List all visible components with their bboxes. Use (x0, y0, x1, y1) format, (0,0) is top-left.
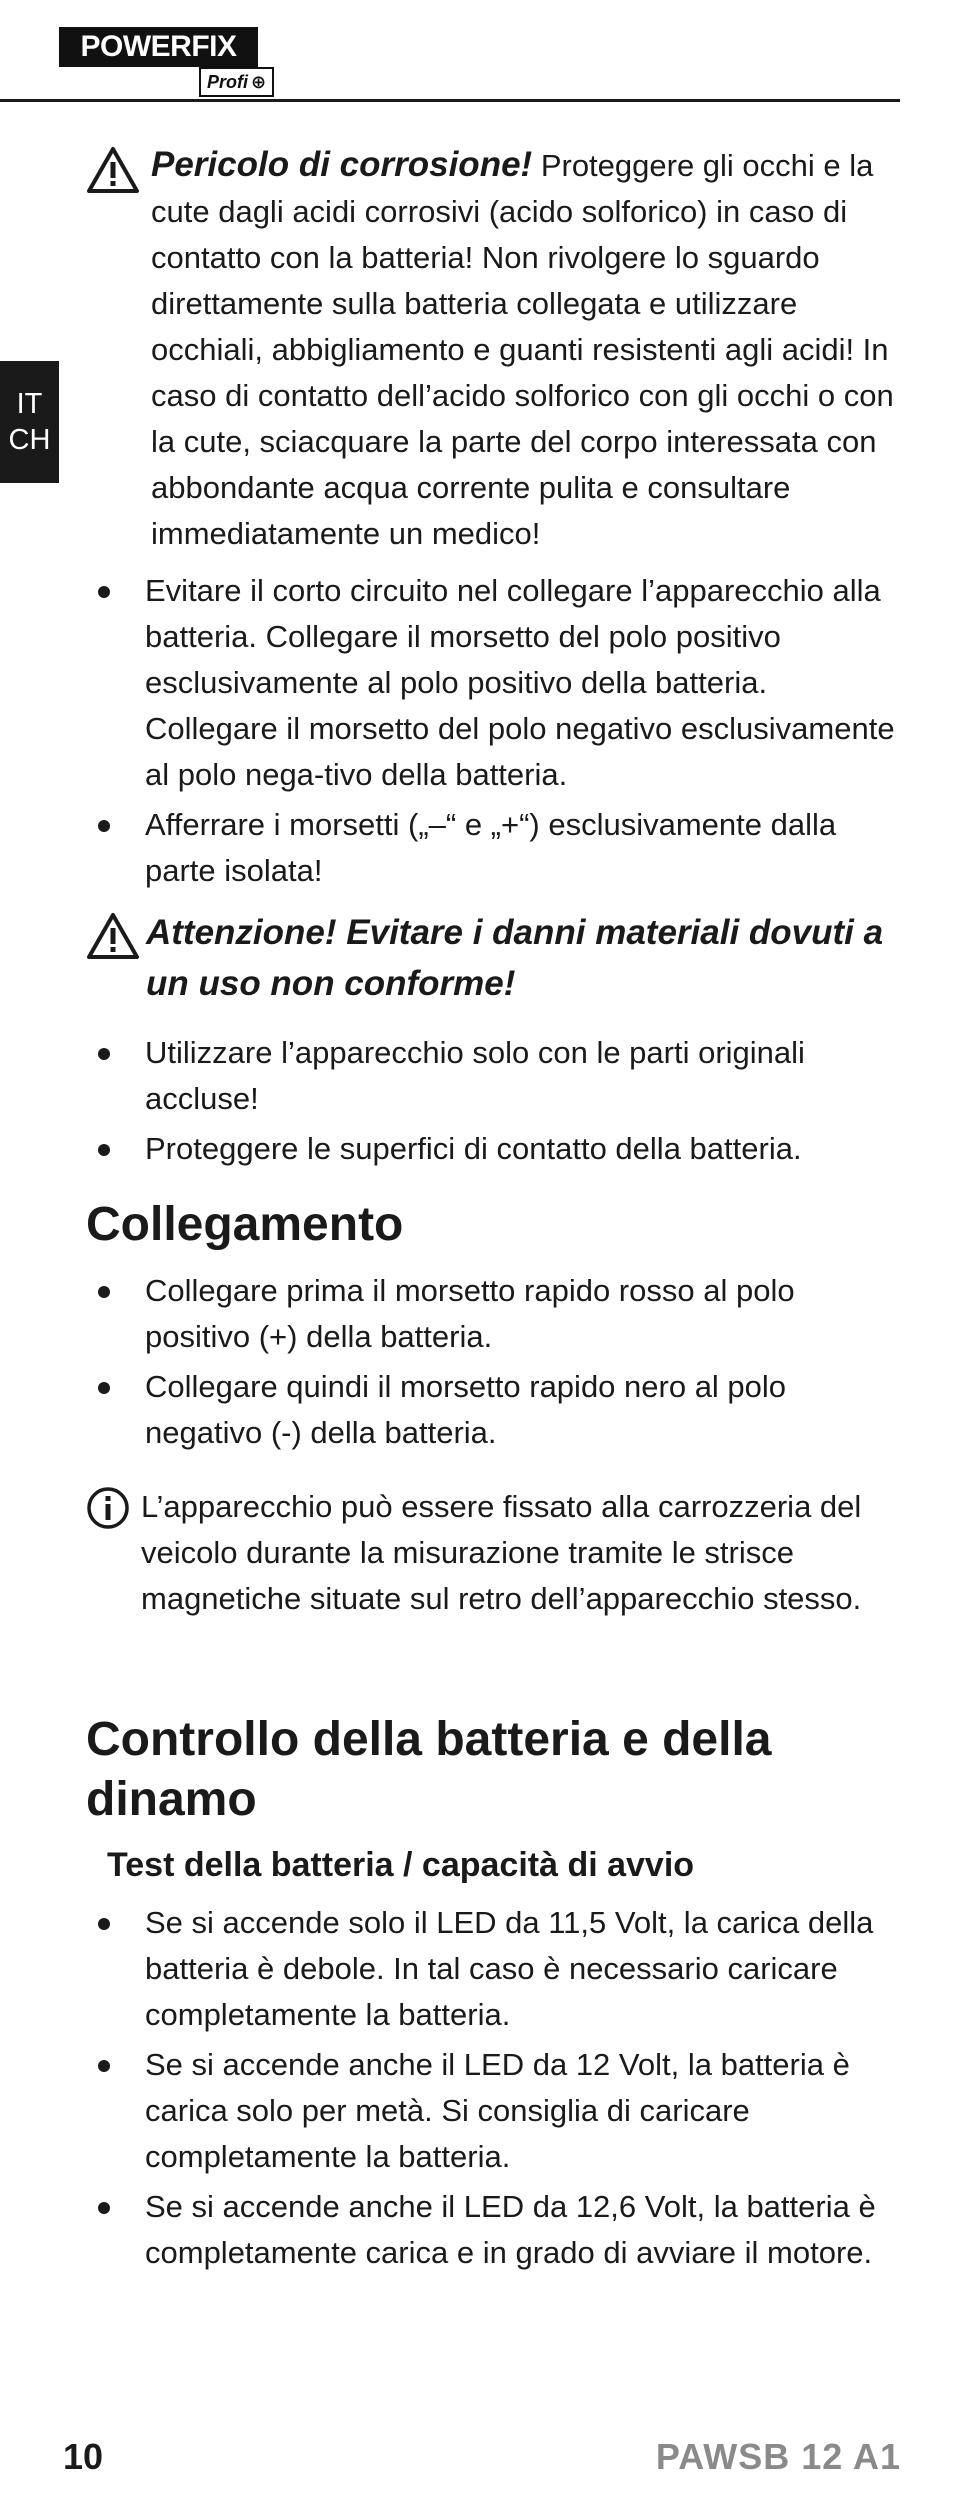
page-number: 10 (63, 2436, 104, 2477)
warning-material-damage (86, 908, 906, 1010)
warning-corrosion-text: Proteggere gli occhi e la cute dagli acidi corrosivi (acido solforico) in caso di contatto con la batteria! Non rivolgere lo sguardo direttamente sulla batteria collegata e utilizzare occhiali, abbigliamento e guanti resistenti agli acidi! In caso di contatto dell’acido solforico con gli occhi o con la cute, sciacquare la parte del corpo interessata con abbondante acqua corrente pulita e consultare immediatamente un medico! (151, 148, 894, 551)
warning-triangle-icon (86, 146, 140, 194)
list-item: Afferrare i morsetti („–“ e „+“) esclusivamente dalla parte isolata! (86, 802, 906, 894)
info-note (86, 1484, 906, 1622)
heading-controllo: Controllo della batteria e della dinamo (86, 1713, 772, 1826)
language-code-ch: CH (8, 424, 51, 456)
plus-circle-icon: ⊕ (251, 72, 267, 92)
warning-corrosion (86, 142, 906, 557)
logo-subbrand-text: Profi (207, 72, 249, 92)
connection-bullet-list (86, 1268, 906, 1460)
list-item: Se si accende anche il LED da 12,6 Volt, la batteria è completamente carica e in grado di avviare il motore. (86, 2184, 906, 2276)
list-item: Collegare quindi il morsetto rapido nero al polo negativo (-) della batteria. (86, 1364, 906, 1456)
subheading-test-batteria: Test della batteria / capacità di avvio (107, 1846, 695, 1884)
list-item: Proteggere le superfici di contatto della batteria. (86, 1126, 906, 1172)
heading-collegamento: Collegamento (86, 1198, 404, 1251)
usage-bullet-list (86, 1030, 906, 1176)
model-number: PAWSB 12 A1 (655, 2436, 901, 2477)
list-item: Collegare prima il morsetto rapido rosso al polo positivo (+) della batteria. (86, 1268, 906, 1360)
header-divider (0, 99, 900, 102)
list-item: Evitare il corto circuito nel collegare l’apparecchio alla batteria. Collegare il morsetto del polo positivo esclusivamente al polo positivo della batteria. Collegare il morsetto del polo negativo esclusivamente al polo nega-tivo della batteria. (86, 568, 906, 798)
language-code-it: IT (16, 388, 43, 420)
info-note-text: L’apparecchio può essere fissato alla carrozzeria del veicolo durante la misurazione tramite le strisce magnetiche situate sul retro dell’apparecchio stesso. (141, 1489, 862, 1616)
battery-test-bullet-list (86, 1900, 906, 2280)
info-icon (86, 1486, 130, 1530)
brand-logo (59, 27, 299, 97)
list-item: Se si accende solo il LED da 11,5 Volt, la carica della batteria è debole. In tal caso è necessario caricare completamente la batteria. (86, 1900, 906, 2038)
list-item: Utilizzare l’apparecchio solo con le parti originali accluse! (86, 1030, 906, 1122)
logo-wordmark: POWERFIX (59, 27, 258, 67)
list-item: Se si accende anche il LED da 12 Volt, la batteria è carica solo per metà. Si consiglia di caricare completamente la batteria. (86, 2042, 906, 2180)
language-tab (0, 361, 59, 483)
logo-subbrand (199, 67, 274, 97)
warning-material-damage-title: Attenzione! Evitare i danni materiali dovuti a un uso non conforme! (146, 913, 884, 1003)
safety-bullet-list (86, 568, 906, 898)
warning-corrosion-title: Pericolo di corrosione! (151, 145, 533, 184)
warning-triangle-icon (86, 912, 140, 960)
